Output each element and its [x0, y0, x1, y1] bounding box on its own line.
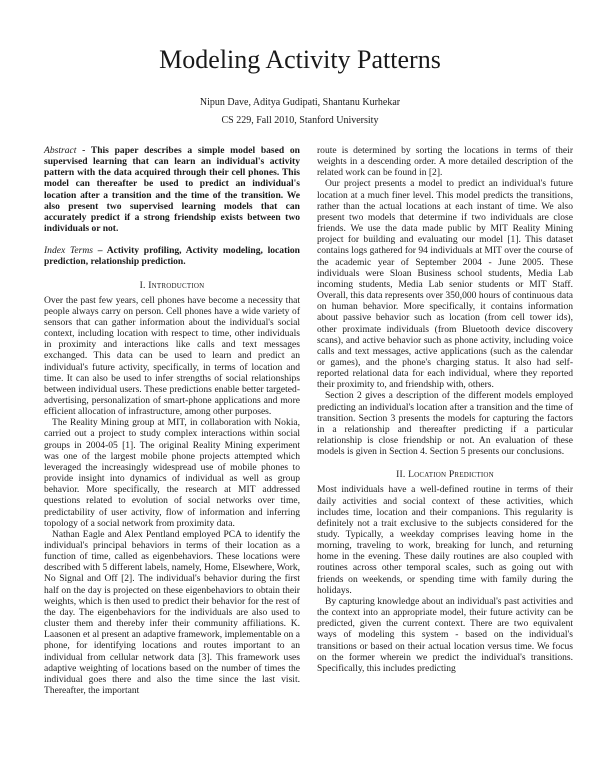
abstract	[44, 145, 300, 234]
index-terms	[44, 245, 300, 267]
abstract-label: Abstract	[44, 145, 77, 156]
index-terms-text: – Activity profiling, Activity modeling, location prediction, relationship prediction.	[44, 245, 300, 268]
section-heading-location-prediction: II. Location Prediction	[396, 469, 494, 481]
section-heading-introduction: I. Introduction	[139, 279, 205, 291]
paragraph: Over the past few years, cell phones have become a necessity that people always carry on person. Cell phones have a wide variety of sensors that can gather information about the individual's social context, including location with respect to time, other individuals in proximity and interactions like calls and text messages exchanged. This data can be used to learn and predict an individual's future activity, specifically, in terms of location and time. It can also be used to infer strengths of social relationships between individual users. These predictions enable better targeted-advertising, personalization of smart-phone applications and more efficient allocation of infrastructure, among other purposes.	[44, 294, 300, 418]
affiliation: CS 229, Fall 2010, Stanford University	[221, 115, 379, 126]
paragraph: Section 2 gives a description of the different models employed predicting an individual's location after a transition and the time of transition. Section 3 presents the models for capturing the factors in a relationship and thereafter predicting if a particular relationship is close friendship or not. An evaluation of these models is given in Section 4. Section 5 presents our conclusions.	[317, 390, 573, 458]
authors: Nipun Dave, Aditya Gudipati, Shantanu Kurhekar	[199, 97, 401, 108]
paragraph: Nathan Eagle and Alex Pentland employed PCA to identify the individual's principal behaviors in terms of their location as a function of time, called as eigenbehaviors. These locations were described with 5 different labels, namely, Home, Elsewhere, Work, No Signal and Off [2]. The individual's behavior during the first half on the day is projected on these eigenbehaviors to obtain their weights, which is then used to predict their behavior for the rest of the day. The eigenbehaviors for the individuals are also used to cluster them and thereby infer their community affiliations. K. Laasonen et al present an adaptive framework, implementable on a phone, for identifying locations and routes important to an individual from cellular network data [3]. This framework uses adaptive weighting of locations based on the number of times the individual goes there and also the time since the last visit. Thereafter, the important	[44, 528, 300, 697]
paper-title: Modeling Activity Patterns	[159, 45, 441, 74]
paragraph: route is determined by sorting the locations in terms of their weights in a descending order. A more detailed description of the related work can be found in [2].	[317, 145, 573, 179]
abstract-text: - This paper describes a simple model based on supervised learning that can learn an individual's activity pattern with the data acquired through their cell phones. This model can thereafter be used to predict an individual's location after a transition and the time of the transition. We also present two supervised learning models that can accurately predict if a strong friendship exists between two individuals or not.	[44, 145, 300, 235]
paragraph: By capturing knowledge about an individual's past activities and the context into an appropriate model, their future activity can be predicted, given the current context. There are two equivalent ways of modeling this system - based on the individual's transitions or based on their actual location versus time. We focus on the former wherein we predict the individual's transitions. Specifically, this includes predicting	[317, 595, 573, 674]
index-terms-label: Index Terms	[44, 245, 93, 257]
paragraph: The Reality Mining group at MIT, in collaboration with Nokia, carried out a project to study complex interactions within social groups in 2004-05 [1]. The original Reality Mining experiment was one of the largest mobile phone projects attempted which leveraged the increasingly widespread use of mobile phones to provide insight into dynamics of individual as well as group behavior. More specifically, the research at MIT addressed questions related to evolution of social networks over time, predictability of user activity, flow of information and inferring topology of a social network from proximity data.	[44, 417, 300, 529]
right-column	[317, 145, 573, 674]
paragraph: Most individuals have a well-defined routine in terms of their daily activities and social context of these activities, which includes time, location and their companions. This regularity is definitely not a trait exclusive to the subjects considered for the study. Typically, a weekday comprises leaving home in the morning, traveling to work, breaking for lunch, and returning home in the evening. These daily routines are also coupled with routines across other temporal scales, such as going out with friends on weekends, or spending time with family during the holidays.	[317, 484, 573, 596]
paragraph: Our project presents a model to predict an individual's future location at a much finer level. This model predicts the transitions, rather than the actual locations at each instant of time. We also present two models that determine if two individuals are close friends. We use the data made public by MIT Reality Mining project for building and evaluating our model [1]. This dataset contains logs gathered for 94 individuals at MIT over the course of the academic year of September 2004 - June 2005. These individuals were Sloan Business school students, Media Lab incoming students, Media Lab senior students or MIT Staff. Overall, this data represents over 350,000 hours of continuous data on human behavior. More specifically, it contains information about passive behavior such as location (from cell tower ids), other proximate individuals (from Bluetooth device discovery scans), and active behavior such as phone activity, including voice calls and text messages, active applications (such as the calendar or games), and the phone's charging status. It also had self-reported relational data for each individual, where they reported their proximity to, and friendship with, others.	[317, 178, 573, 391]
left-column	[44, 145, 300, 696]
